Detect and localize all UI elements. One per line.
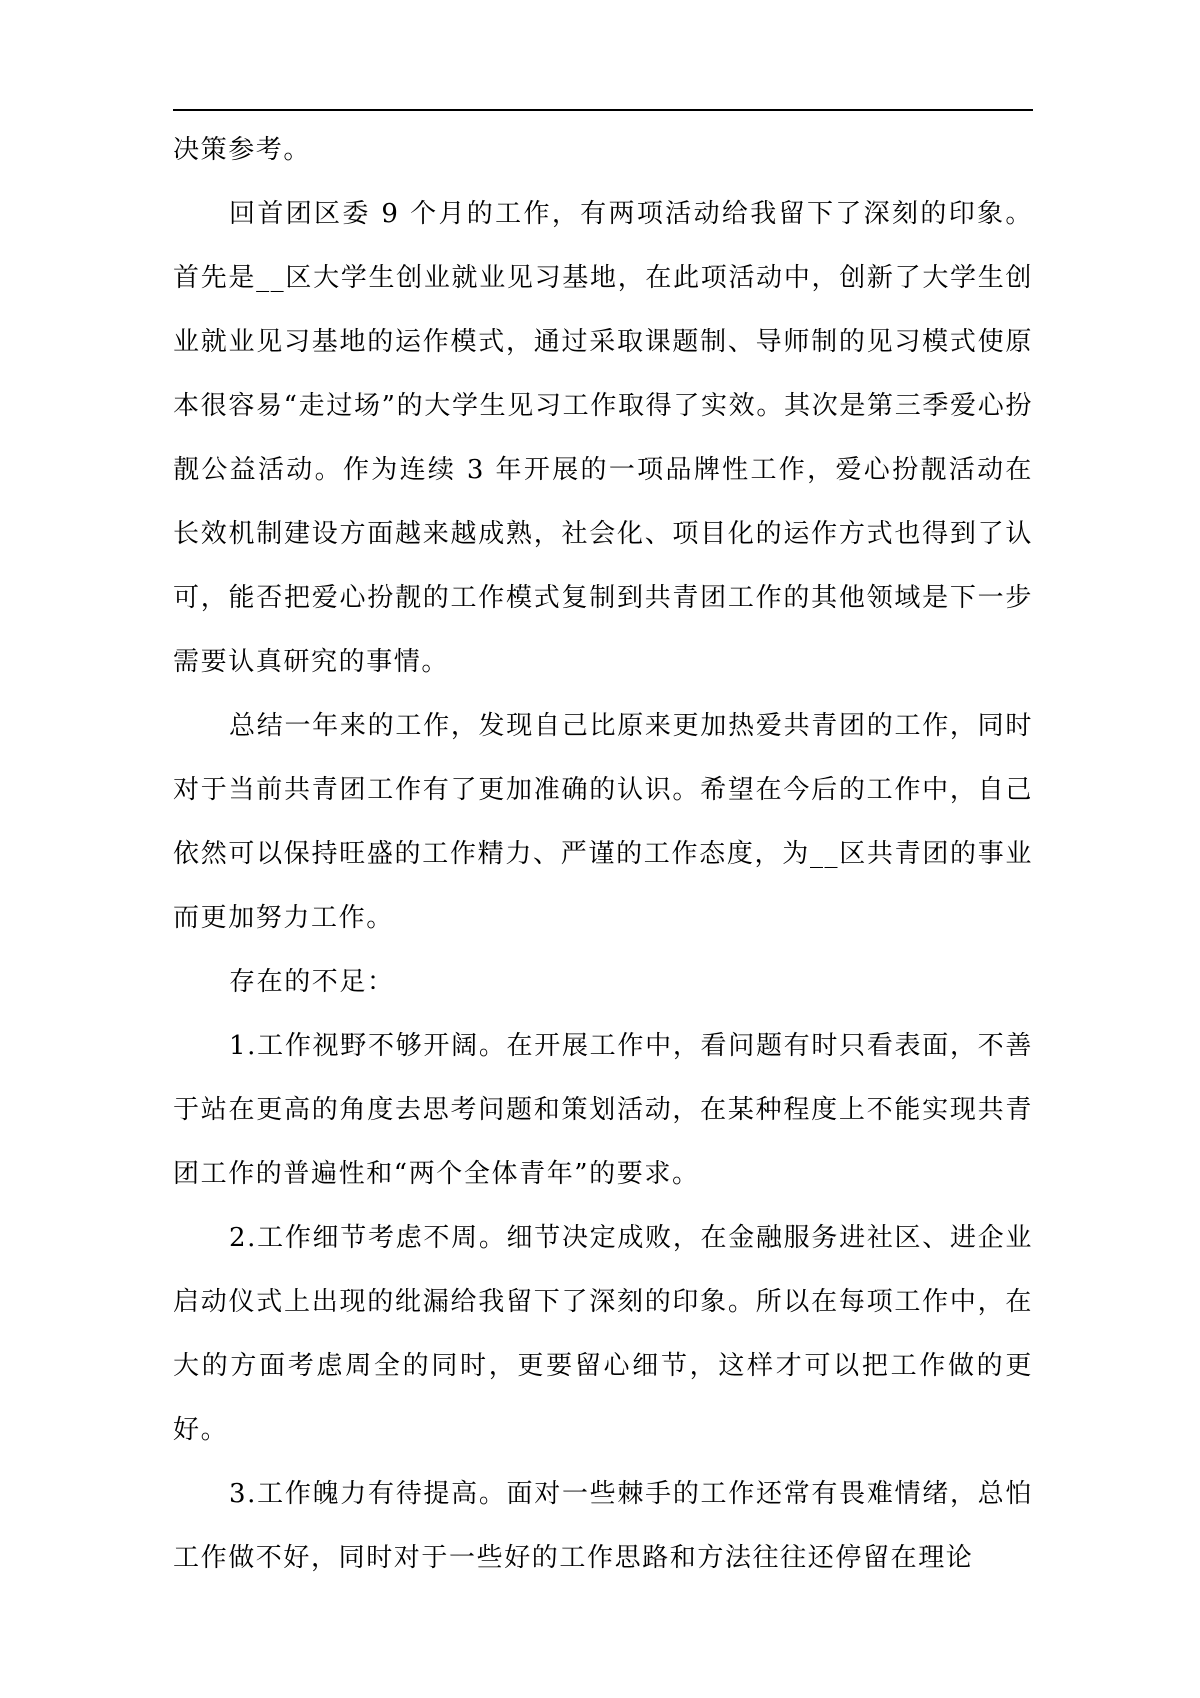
- paragraph-review-activities: 回首团区委 9 个月的工作，有两项活动给我留下了深刻的印象。首先是__区大学生创业就业见习基地，在此项活动中，创新了大学生创业就业见习基地的运作模式，通过采取课题制、导师制的见习模式使原本很容易“走过场”的大学生见习工作取得了实效。其次是第三季爱心扮靓公益活动。作为连续 3 年开展的一项品牌性工作，爱心扮靓活动在长效机制建设方面越来越成熟，社会化、项目化的运作方式也得到了认可，能否把爱心扮靓的工作模式复制到共青团工作的其他领域是下一步需要认真研究的事情。: [173, 199, 1033, 677]
- paragraph-shortcoming-2: 2.工作细节考虑不周。细节决定成败，在金融服务进社区、进企业启动仪式上出现的纰漏给我留下了深刻的印象。所以在每项工作中，在大的方面考虑周全的同时，更要留心细节，这样才可以把工作做的更好。: [173, 1223, 1033, 1445]
- paragraph-shortcoming-3: 3.工作魄力有待提高。面对一些棘手的工作还常有畏难情绪，总怕工作做不好，同时对于一些好的工作思路和方法往往还停留在理论: [173, 1479, 1033, 1573]
- paragraph-decision-reference: 决策参考。: [173, 135, 312, 165]
- paragraph-year-summary: 总结一年来的工作，发现自己比原来更加热爱共青团的工作，同时对于当前共青团工作有了更加准确的认识。希望在今后的工作中，自己依然可以保持旺盛的工作精力、严谨的工作态度，为__区共青团的事业而更加努力工作。: [173, 711, 1033, 933]
- paragraph-shortcoming-1: 1.工作视野不够开阔。在开展工作中，看问题有时只看表面，不善于站在更高的角度去思考问题和策划活动，在某种程度上不能实现共青团工作的普遍性和“两个全体青年”的要求。: [173, 1031, 1033, 1189]
- paragraph-shortcomings-heading: 存在的不足：: [229, 967, 395, 997]
- document-body: [173, 118, 1033, 1590]
- header-rule: [173, 109, 1033, 111]
